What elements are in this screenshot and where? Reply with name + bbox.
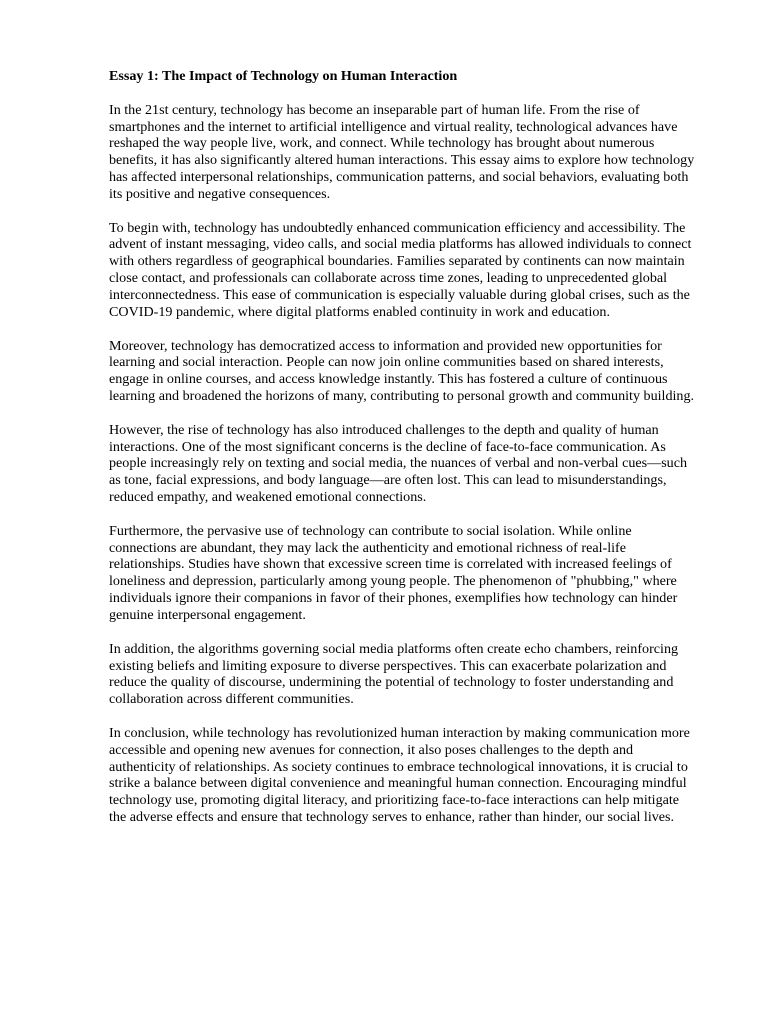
- essay-title: Essay 1: The Impact of Technology on Human Interaction: [109, 68, 458, 84]
- paragraph-decline-face-to-face: However, the rise of technology has also introduced challenges to the depth and quality of human interactions. One of the most significant concerns is the decline of face-to-face communication. As people increasingly rely on texting and social media, the nuances of verbal and non-verbal cues—such as tone, facial expressions, and body language—are often lost. This can lead to misunderstandings, reduced empathy, and weakened emotional connections.: [109, 421, 688, 506]
- paragraph-conclusion: In conclusion, while technology has revolutionized human interaction by making communication more accessible and opening new avenues for connection, it also poses challenges to the depth and authenticity of relationships. As society continues to embrace technological innovations, it is crucial to strike a balance between digital convenience and meaningful human connection. Encouraging mindful technology use, promoting digital literacy, and prioritizing face-to-face interactions can help mitigate the adverse effects and ensure that technology serves to enhance, rather than hinder, our social lives.: [109, 724, 690, 826]
- paragraph-introduction: In the 21st century, technology has become an inseparable part of human life. From the rise of smartphones and the internet to artificial intelligence and virtual reality, technological advances have reshaped the way people live, work, and connect. While technology has brought about numerous benefits, it has also significantly altered human interactions. This essay aims to explore how technology has affected interpersonal relationships, communication patterns, and social behaviors, evaluating both its positive and negative consequences.: [109, 101, 695, 202]
- essay-body: [109, 68, 699, 826]
- paragraph-communication-efficiency: To begin with, technology has undoubtedly enhanced communication efficiency and accessibility. The advent of instant messaging, video calls, and social media platforms has allowed individuals to connect with others regardless of geographical boundaries. Families separated by continents can now maintain close contact, and professionals can collaborate across time zones, leading to unprecedented global interconnectedness. This ease of communication is especially valuable during global crises, such as the COVID-19 pandemic, where digital platforms enabled continuity in work and education.: [109, 219, 692, 320]
- paragraph-social-isolation: Furthermore, the pervasive use of technology can contribute to social isolation. While online connections are abundant, they may lack the authenticity and emotional richness of real-life relationships. Studies have shown that excessive screen time is correlated with increased feelings of loneliness and depression, particularly among young people. The phenomenon of "phubbing," where individuals ignore their companions in favor of their phones, exemplifies how technology can hinder genuine interpersonal engagement.: [109, 522, 678, 623]
- paragraph-access-to-information: Moreover, technology has democratized access to information and provided new opportunities for learning and social interaction. People can now join online communities based on shared interests, engage in online courses, and access knowledge instantly. This has fostered a culture of continuous learning and broadened the horizons of many, contributing to personal growth and community building.: [109, 337, 695, 405]
- paragraph-echo-chambers: In addition, the algorithms governing social media platforms often create echo chambers, reinforcing existing beliefs and limiting exposure to diverse perspectives. This can exacerbate polarization and reduce the quality of discourse, undermining the potential of technology to foster understanding and collaboration across different communities.: [109, 640, 679, 708]
